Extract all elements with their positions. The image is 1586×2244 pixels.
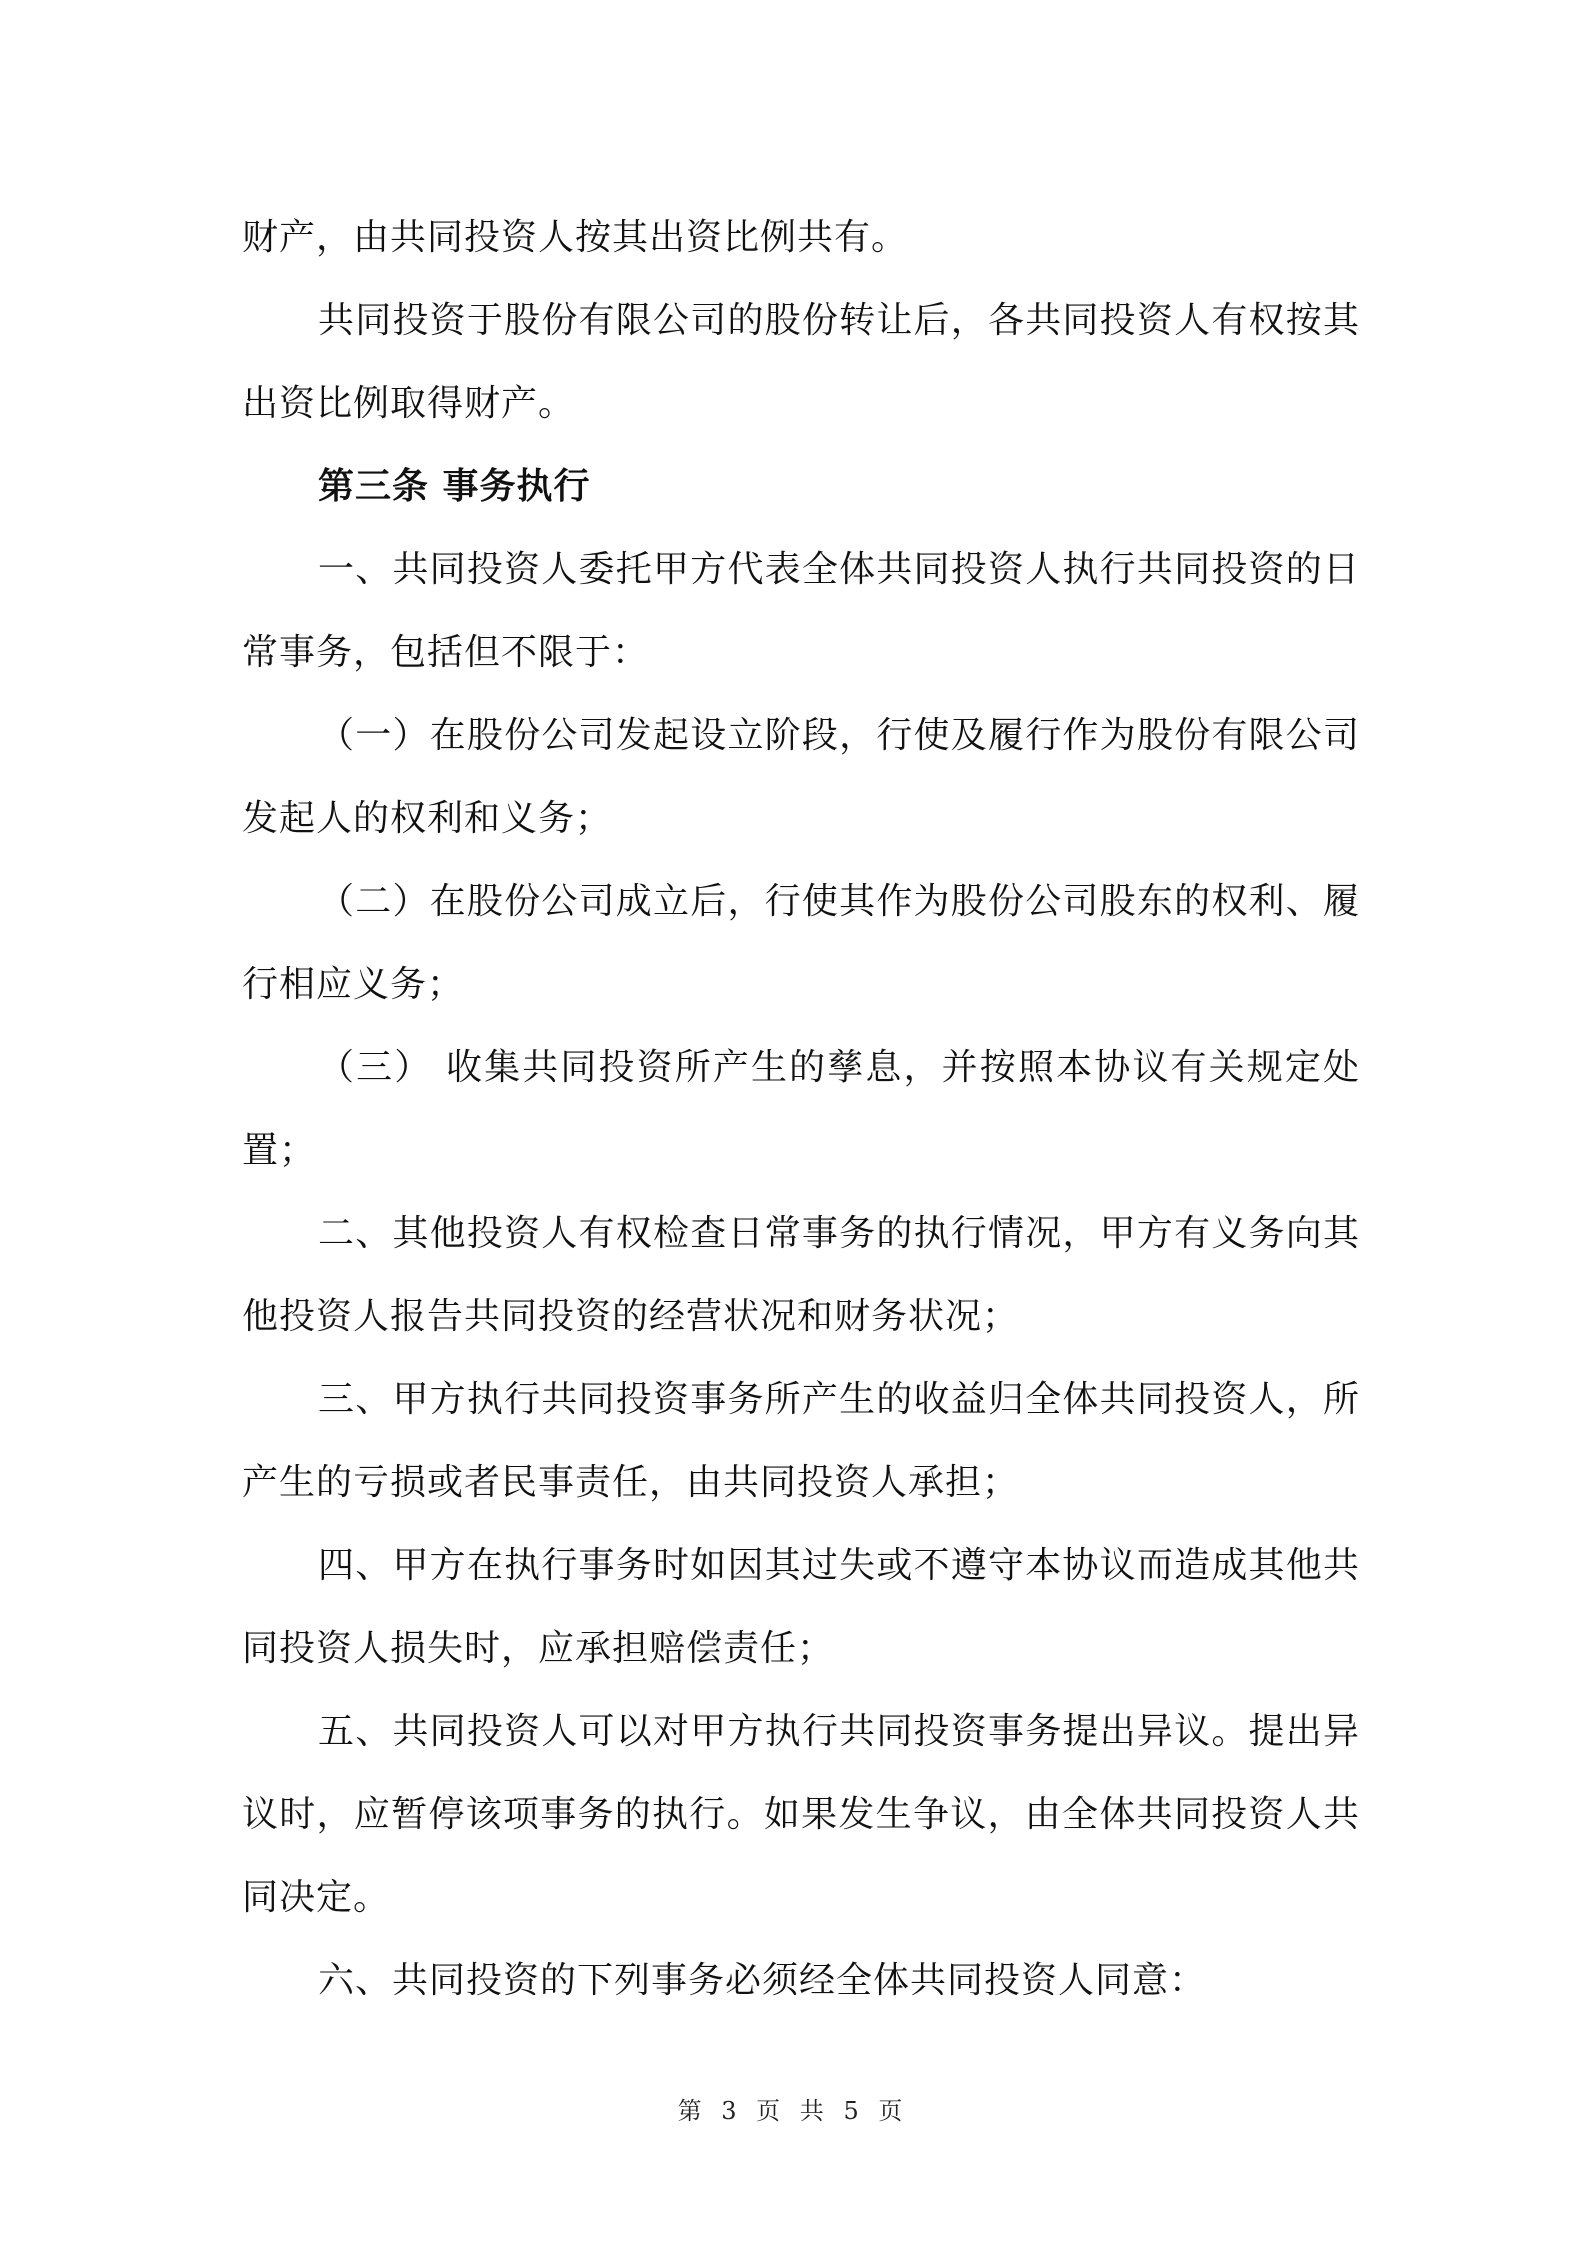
section-heading-article-3: 第三条 事务执行 (318, 466, 591, 507)
clause-2-inspection-right: 二、其他投资人有权检查日常事务的执行情况，甲方有义务向其他投资人报告共同投资的经营状况和财务状况； (242, 1213, 1360, 1337)
paragraph-property-ownership: 财产，由共同投资人按其出资比例共有。 (242, 217, 909, 258)
clause-4-liability: 四、甲方在执行事务时如因其过失或不遵守本协议而造成其他共同投资人损失时，应承担赔偿责任； (242, 1545, 1360, 1669)
clause-3-profit-and-loss: 三、甲方执行共同投资事务所产生的收益归全体共同投资人，所产生的亏损或者民事责任，由共同投资人承担； (242, 1379, 1360, 1503)
clause-1-delegation: 一、共同投资人委托甲方代表全体共同投资人执行共同投资的日常事务，包括但不限于： (242, 549, 1360, 673)
clause-6-unanimous-consent: 六、共同投资的下列事务必须经全体共同投资人同意： (318, 1960, 1207, 2001)
subclause-1-founding-stage: （一）在股份公司发起设立阶段，行使及履行作为股份有限公司发起人的权利和义务； (242, 715, 1360, 839)
paragraph-share-transfer: 共同投资于股份有限公司的股份转让后，各共同投资人有权按其出资比例取得财产。 (242, 300, 1360, 424)
clause-5-objection: 五、共同投资人可以对甲方执行共同投资事务提出异议。提出异议时，应暂停该项事务的执行。如果发生争议，由全体共同投资人共同决定。 (242, 1711, 1360, 1918)
subclause-2-after-establishment: （二）在股份公司成立后，行使其作为股份公司股东的权利、履行相应义务； (242, 881, 1360, 1005)
subclause-3-collect-proceeds: （三） 收集共同投资所产生的孳息，并按照本协议有关规定处置； (242, 1047, 1360, 1171)
document-body (242, 196, 1360, 2022)
page-number-footer: 第 3 页 共 5 页 (677, 2097, 909, 2125)
